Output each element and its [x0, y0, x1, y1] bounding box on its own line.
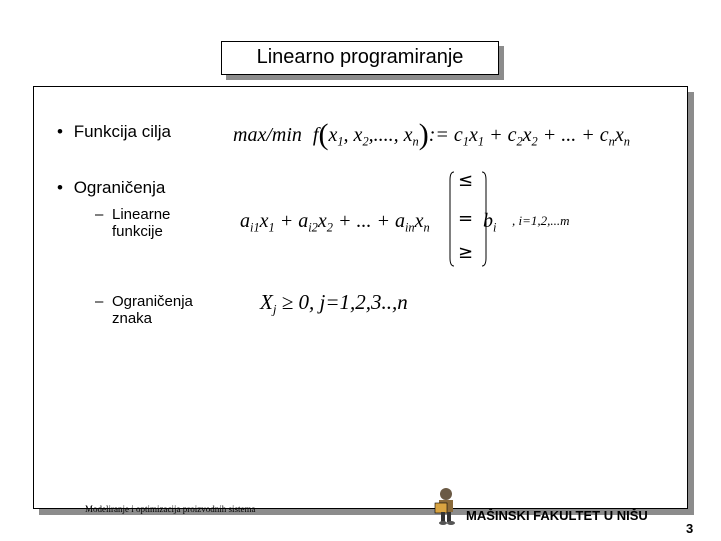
sub-dash: –	[95, 206, 104, 223]
objective-prefix: max/min	[233, 124, 302, 146]
sub-dash: –	[95, 293, 104, 310]
constraints-label: Ograničenja	[73, 178, 166, 197]
bullet-objective	[57, 122, 171, 142]
bullet-dot: •	[57, 122, 63, 141]
relation-le: ≤	[458, 170, 474, 191]
reading-figure-icon	[430, 486, 464, 526]
footer-faculty: MAŠINSKI FAKULTET U NIŠU	[466, 508, 648, 523]
bullet-dot: •	[57, 178, 63, 197]
sub-sign	[95, 293, 103, 310]
relation-ge: ≥	[458, 242, 474, 263]
linear-label: Linearne funkcije	[112, 206, 171, 240]
relation-eq: =	[458, 208, 474, 229]
index-note: , i=1,2,...m	[512, 213, 570, 228]
linear-rhs: $b_i$	[483, 210, 497, 235]
sign-constraint-formula: $X_j \ge 0$, j=1,2,3..,n	[260, 290, 408, 317]
page-number: 3	[686, 521, 694, 536]
sign-constraint-rest: ≥ 0, j=1,2,3..,n	[276, 290, 408, 314]
sub-linear	[95, 206, 103, 223]
sign-label: Ograničenja znaka	[112, 293, 193, 327]
slide-title: Linearno programiranje	[256, 46, 464, 68]
bullet-constraints	[57, 178, 165, 198]
objective-formula: max/min $f(x_1$, $x_2$,...., $x_n):= c_1x_1 + c_2x_2$ + ... + $c_nx_n$	[233, 118, 630, 151]
title-box	[221, 41, 499, 75]
linear-constraint-formula: $a_{i1}x_1 + a_{i2}x_2$ + ... + $a_{in}x_n$	[240, 210, 430, 235]
footer-course: Modeliranje i optimizacija proizvodnih sistema	[85, 504, 256, 514]
objective-label: Funkcija cilja	[73, 122, 171, 141]
